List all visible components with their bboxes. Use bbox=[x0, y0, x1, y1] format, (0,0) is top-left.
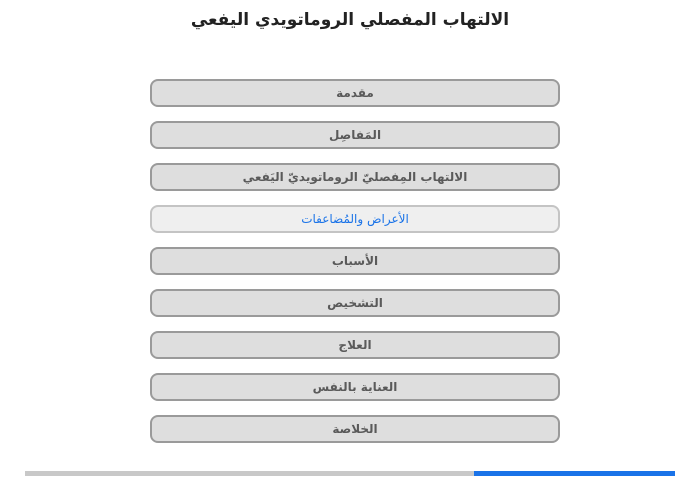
chapter-menu bbox=[150, 79, 560, 457]
menu-item-causes[interactable]: الأسباب bbox=[150, 247, 560, 275]
page-title: الالتهاب المفصلي الروماتويدي اليفعي bbox=[190, 10, 510, 30]
menu-item-symptoms[interactable]: الأعراض والمُضاعفات bbox=[150, 205, 560, 233]
menu-item-diagnosis[interactable]: التشخيص bbox=[150, 289, 560, 317]
menu-item-summary[interactable]: الخلاصة bbox=[150, 415, 560, 443]
menu-item-self-care[interactable]: العناية بالنفس bbox=[150, 373, 560, 401]
menu-item-introduction[interactable]: مقدمة bbox=[150, 79, 560, 107]
progress-bar bbox=[25, 471, 675, 476]
progress-bar-fill bbox=[474, 471, 676, 476]
menu-item-treatment[interactable]: العلاج bbox=[150, 331, 560, 359]
menu-item-joints[interactable]: المَفاصِل bbox=[150, 121, 560, 149]
menu-item-jra[interactable]: الالتهاب المِفصليّ الروماتويديّ اليَفعي bbox=[150, 163, 560, 191]
